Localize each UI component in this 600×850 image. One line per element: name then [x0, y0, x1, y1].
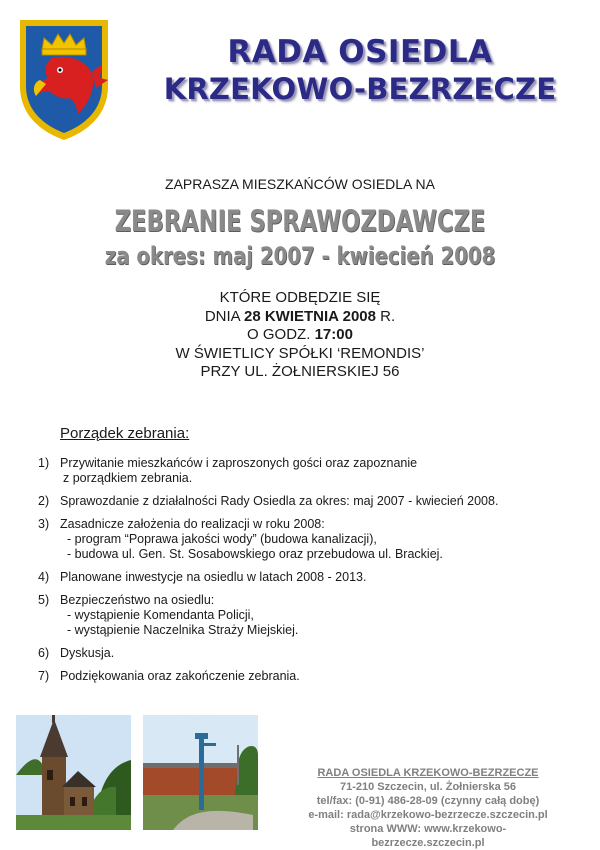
agenda-list: [38, 456, 586, 692]
agenda-item: [38, 570, 586, 585]
details-date-line: [0, 308, 600, 327]
agenda-subitem: - budowa ul. Gen. St. Sosabowskiego oraz przebudowa ul. Brackiej.: [67, 547, 443, 561]
details-line1: KTÓRE ODBĘDZIE SIĘ: [219, 289, 381, 306]
meeting-location: W ŚWIETLICY SPÓŁKI ‘REMONDIS’: [175, 344, 425, 362]
date-prefix: DNIA: [204, 307, 240, 325]
agenda-item-number: 7): [38, 669, 50, 683]
footer-org-name: RADA OSIEDLA KRZEKOWO-BEZRZECZE: [317, 767, 539, 779]
agenda-item: [38, 593, 586, 638]
meeting-time: 17:00: [314, 326, 353, 343]
agenda-item-text: Dyskusja.: [60, 646, 115, 660]
agenda-item-text: Planowane inwestycje na osiedlu w latach 2008 - 2013.: [60, 570, 367, 584]
agenda-item-number: 2): [38, 494, 50, 508]
church-photo: [16, 715, 131, 830]
footer-website: strona WWW: www.krzekowo-bezrzecze.szczecin.pl: [349, 823, 507, 849]
agenda-subitem: - wystąpienie Komendanta Policji,: [67, 608, 254, 622]
agenda-item-text: Bezpieczeństwo na osiedlu:: [60, 593, 215, 607]
footer-email: e-mail: rada@krzekowo-bezrzecze.szczecin.pl: [308, 809, 548, 821]
invitation-text: ZAPRASZA MIESZKAŃCÓW OSIEDLA NA: [165, 176, 435, 192]
agenda-item: [38, 669, 586, 684]
agenda-item-text: Sprawozdanie z działalności Rady Osiedla za okres: maj 2007 - kwiecień 2008.: [60, 494, 499, 508]
meeting-street: PRZY UL. ŻOŁNIERSKIEJ 56: [200, 363, 400, 380]
agenda-item-continuation: z porządkiem zebrania.: [63, 471, 193, 485]
header-title-line1: RADA OSIEDLA: [227, 34, 493, 70]
footer-contact: [296, 766, 560, 850]
meeting-period: za okres: maj 2007 - kwiecień 2008: [104, 242, 496, 270]
date-suffix: R.: [380, 307, 396, 325]
agenda-item: [38, 646, 586, 661]
coat-of-arms-icon: [16, 16, 112, 142]
agenda-item-text: Zasadnicze założenia do realizacji w roku 2008:: [60, 517, 325, 531]
footer-address: 71-210 Szczecin, ul. Żołnierska 56: [339, 781, 517, 793]
agenda-item-number: 4): [38, 570, 50, 584]
agenda-item-text: Podziękowania oraz zakończenie zebrania.: [60, 669, 300, 683]
meeting-title: ZEBRANIE SPRAWOZDAWCZE: [114, 204, 486, 238]
agenda-item-number: 1): [38, 456, 50, 470]
agenda-heading: Porządek zebrania:: [60, 425, 190, 442]
agenda-item-number: 5): [38, 593, 50, 607]
water-pump-photo: [143, 715, 258, 830]
agenda-item: [38, 517, 586, 562]
meeting-date: 28 KWIETNIA 2008: [244, 307, 376, 325]
agenda-item: [38, 456, 586, 486]
time-prefix: O GODZ.: [247, 326, 311, 343]
agenda-subitem: - wystąpienie Naczelnika Straży Miejskiej.: [67, 623, 299, 637]
header-title-line2: KRZEKOWO-BEZRZECZE: [163, 72, 557, 106]
agenda-item: [38, 494, 586, 509]
agenda-item-text: Przywitanie mieszkańców i zaproszonych gości oraz zapoznanie: [60, 456, 418, 470]
details-time-line: [0, 326, 600, 345]
agenda-item-number: 6): [38, 646, 50, 660]
footer-phone: tel/fax: (0-91) 486-28-09 (czynny całą dobę): [316, 795, 540, 807]
agenda-item-number: 3): [38, 517, 50, 531]
meeting-details: [0, 289, 600, 382]
agenda-subitem: - program “Poprawa jakości wody” (budowa kanalizacji),: [67, 532, 377, 546]
